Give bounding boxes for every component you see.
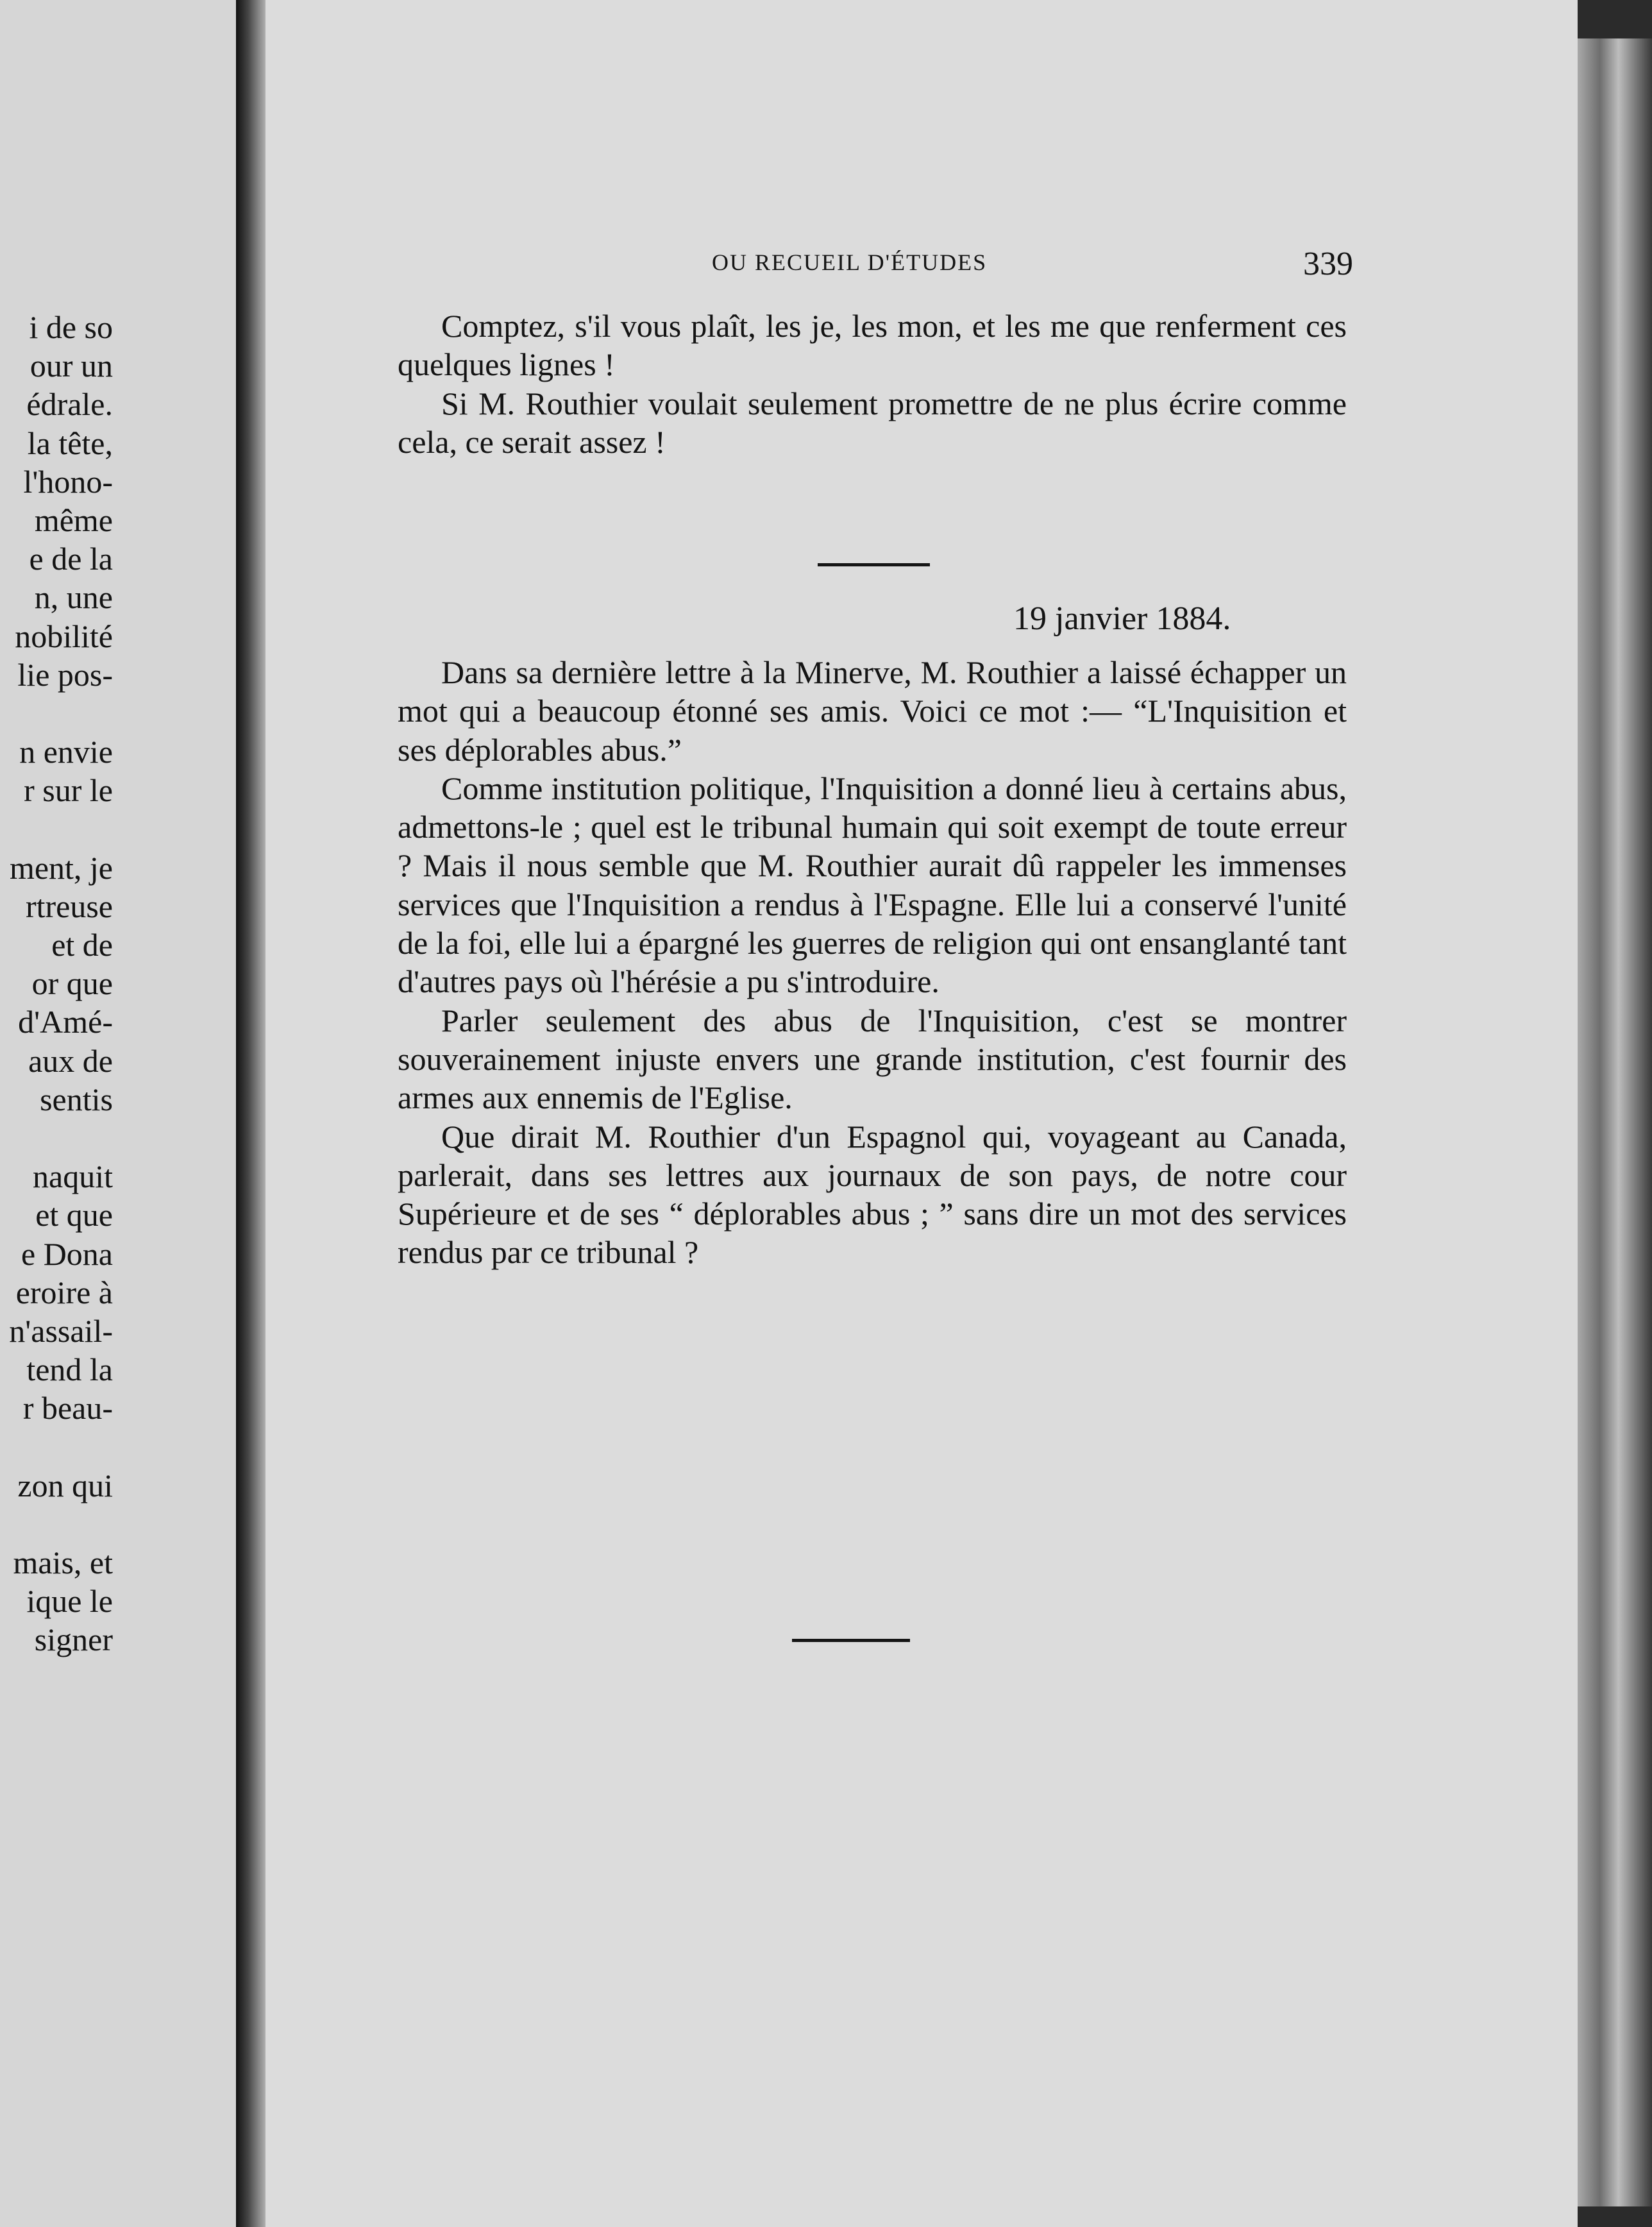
left-page-line: n'assail- xyxy=(9,1312,113,1349)
running-head: OU RECUEIL D'ÉTUDES xyxy=(712,250,988,275)
section-2-text xyxy=(398,653,1347,1272)
page-number: 339 xyxy=(1303,246,1353,282)
left-page-line: eroire à xyxy=(15,1274,113,1310)
end-divider xyxy=(792,1639,910,1642)
left-page-line xyxy=(0,694,113,732)
left-page-line xyxy=(0,1427,113,1466)
paragraph: Que dirait M. Routhier d'un Espagnol qui, voyageant au Canada, parlerait, dans ses lettres aux journaux de son pays, de notre cour Supérieure et de ses “ déplorables abus ; ” sans dire un mot des services rendus par ce tribunal ? xyxy=(398,1118,1347,1271)
left-facing-page xyxy=(0,0,236,2227)
paragraph: Dans sa dernière lettre à la Minerve, M. Routhier a laissé échapper un mot qui a beaucoup étonné ses amis. Voici ce mot :— “L'Inquisition et ses déplorables abus.” xyxy=(398,654,1347,768)
left-page-line: or que xyxy=(31,965,113,1002)
left-page-line: édrale. xyxy=(26,386,113,423)
left-page-line: nobilité xyxy=(15,618,113,654)
left-page-line xyxy=(0,1505,113,1543)
paragraph: Parler seulement des abus de l'Inquisition, c'est se montrer souverainement injuste envers une grande institution, c'est fournir des armes aux ennemis de l'Eglise. xyxy=(398,1002,1347,1116)
left-page-line: ique le xyxy=(26,1583,113,1620)
left-page-line: sentis xyxy=(40,1081,113,1117)
left-page-line: signer xyxy=(34,1622,113,1658)
left-page-line: naquit xyxy=(33,1158,113,1195)
left-page-text xyxy=(0,308,113,1659)
left-page-line: d'Amé- xyxy=(18,1004,113,1040)
book-gutter xyxy=(236,0,266,2227)
left-page-line: l'hono- xyxy=(23,463,113,500)
left-page-line: i de so xyxy=(29,309,113,345)
dateline: 19 janvier 1884. xyxy=(1013,600,1231,637)
left-page-line: aux de xyxy=(28,1042,113,1079)
section-1-text xyxy=(398,307,1347,461)
left-page-line: la tête, xyxy=(27,425,113,461)
left-page-line xyxy=(0,809,113,848)
paragraph: Si M. Routhier voulait seulement promettre de ne plus écrire comme cela, ce serait assez ! xyxy=(398,385,1347,460)
left-page-line: lie pos- xyxy=(17,656,113,693)
left-page-line: ment, je xyxy=(9,849,113,886)
left-page-line: our un xyxy=(30,348,113,384)
paragraph: Comptez, s'il vous plaît, les je, les mon, et les me que renferment ces quelques lignes ! xyxy=(398,308,1347,383)
section-divider xyxy=(818,563,930,566)
left-page-line: et que xyxy=(35,1197,113,1233)
left-page-line: n, une xyxy=(34,579,113,616)
left-page-line: rtreuse xyxy=(25,888,113,924)
left-page-line: et de xyxy=(51,927,113,963)
left-page-line: même xyxy=(34,502,113,538)
left-page-line xyxy=(0,1119,113,1157)
left-page-line: e de la xyxy=(29,541,113,577)
page-header xyxy=(712,245,1353,290)
left-page-line: zon qui xyxy=(17,1467,113,1503)
left-page-line: n envie xyxy=(19,734,113,770)
left-page-line: mais, et xyxy=(13,1545,113,1580)
left-page-line: e Dona xyxy=(21,1235,113,1272)
left-page-line: r sur le xyxy=(24,772,113,809)
left-page-line: tend la xyxy=(26,1351,113,1388)
page-edge xyxy=(1578,38,1652,2206)
left-page-line: r beau- xyxy=(22,1390,113,1427)
paragraph: Comme institution politique, l'Inquisition a donné lieu à certains abus, admettons-le ; quel est le tribunal humain qui soit exempt de toute erreur ? Mais il nous semble que M. Routhier aurait dû rappeler les immenses services que l'Inquisition a rendus à l'Espagne. Elle lui a conservé l'unité de la foi, elle lui a épargné les guerres de religion qui ont ensanglanté tant d'autres pays où l'hérésie a pu s'introduire. xyxy=(398,770,1347,1000)
